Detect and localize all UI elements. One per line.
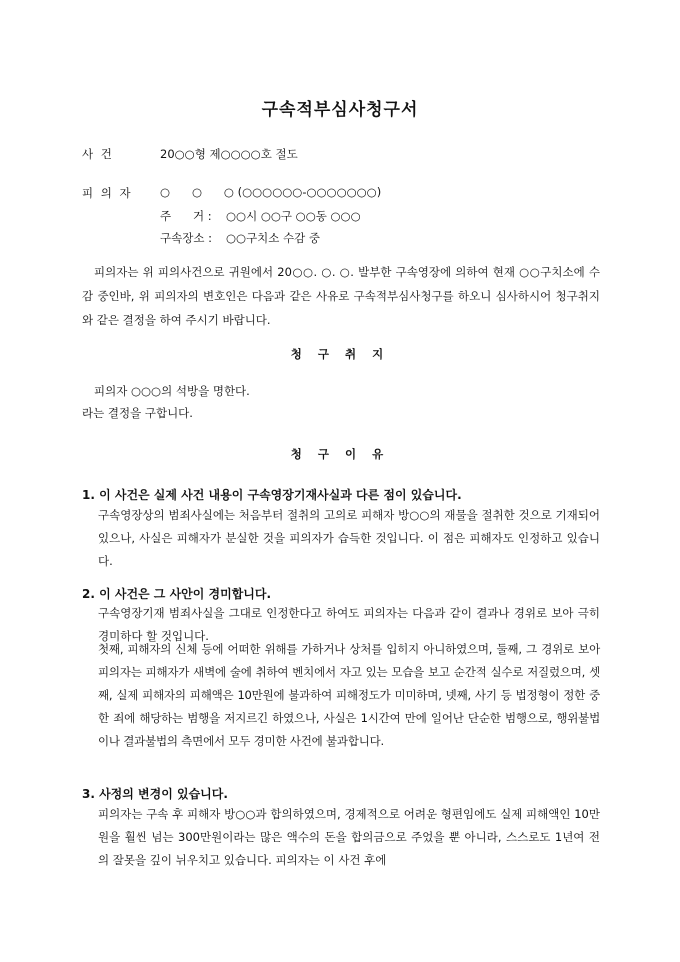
suspect-name-line: ○ ○ ○ (○○○○○○-○○○○○○○) bbox=[160, 185, 382, 199]
document-title: 구속적부심사청구서 bbox=[261, 100, 419, 120]
reason-2-body-continued: 첫째, 피해자의 신체 등에 어떠한 위해를 가하거나 상처를 입히지 아니하였으며, 둘째, 그 경위로 보아 피의자는 피해자가 새벽에 술에 취하여 벤치에서 자고 있는 모습을 보고 순간적 실수로 저질렀으며, 셋째, 실제 피해자의 피해액은 10만원에 불과하여 피해정도가 미미하며, 넷째, 사기 등 법정형이 정한 중한 죄에 해당하는 범행을 저지르긴 하였으나, 사실은 1시간여 만에 일어난 단순한 범행으로, 행위불법이나 결과불법의 측면에서 모두 경미한 사건에 불과합니다. bbox=[98, 642, 600, 748]
case-label: 사 건 bbox=[82, 147, 114, 161]
reason-3-heading: 3. 사정의 변경이 있습니다. bbox=[82, 787, 228, 801]
address-label: 주 거 : bbox=[160, 209, 212, 223]
reason-2-body: 구속영장기재 범죄사실을 그대로 인정한다고 하여도 피의자는 다음과 같이 결과나 경위로 보아 극히 경미하다 할 것입니다. bbox=[98, 606, 600, 643]
address-value: ○○시 ○○구 ○○동 ○○○ bbox=[226, 209, 361, 223]
reason-3-body: 피의자는 구속 후 피해자 방○○과 합의하였으며, 경제적으로 어려운 형편임에도 실제 피해액인 10만원을 훨씬 넘는 300만원이라는 많은 액수의 돈을 합의금으로 주었을 뿐 아니라, 스스로도 1년여 전의 잘못을 깊이 뉘우치고 있습니다. 피의자는 이 사건 후에 bbox=[98, 807, 600, 867]
reason-1-body: 구속영장상의 범죄사실에는 처음부터 절취의 고의로 피해자 방○○의 재물을 절취한 것으로 기재되어 있으나, 사실은 피해자가 분실한 것을 피의자가 습득한 것입니다. 이 점은 피해자도 인정하고 있습니다. bbox=[98, 508, 600, 568]
purpose-heading: 청 구 취 지 bbox=[290, 347, 390, 361]
detention-label: 구속장소 : bbox=[160, 231, 212, 245]
case-value: 20○○형 제○○○○호 절도 bbox=[160, 147, 298, 161]
detention-value: ○○구치소 수감 중 bbox=[226, 231, 321, 245]
purpose-line-1: 피의자 ○○○의 석방을 명한다. bbox=[94, 384, 250, 398]
suspect-label: 피 의 자 bbox=[82, 186, 133, 200]
reasons-heading: 청 구 이 유 bbox=[290, 447, 390, 461]
purpose-line-2: 라는 결정을 구합니다. bbox=[82, 406, 193, 420]
intro-paragraph: 피의자는 위 피의사건으로 귀원에서 20○○. ○. ○. 발부한 구속영장에 의하여 현재 ○○구치소에 수감 중인바, 위 피의자의 변호인은 다음과 같은 사유로 구속적부심사청구를 하오니 심사하시어 청구취지와 같은 결정을 하여 주시기 바랍니다. bbox=[82, 265, 600, 327]
reason-2-heading: 2. 이 사건은 그 사안이 경미합니다. bbox=[82, 587, 272, 601]
reason-1-heading: 1. 이 사건은 실제 사건 내용이 구속영장기재사실과 다른 점이 있습니다. bbox=[82, 488, 462, 502]
